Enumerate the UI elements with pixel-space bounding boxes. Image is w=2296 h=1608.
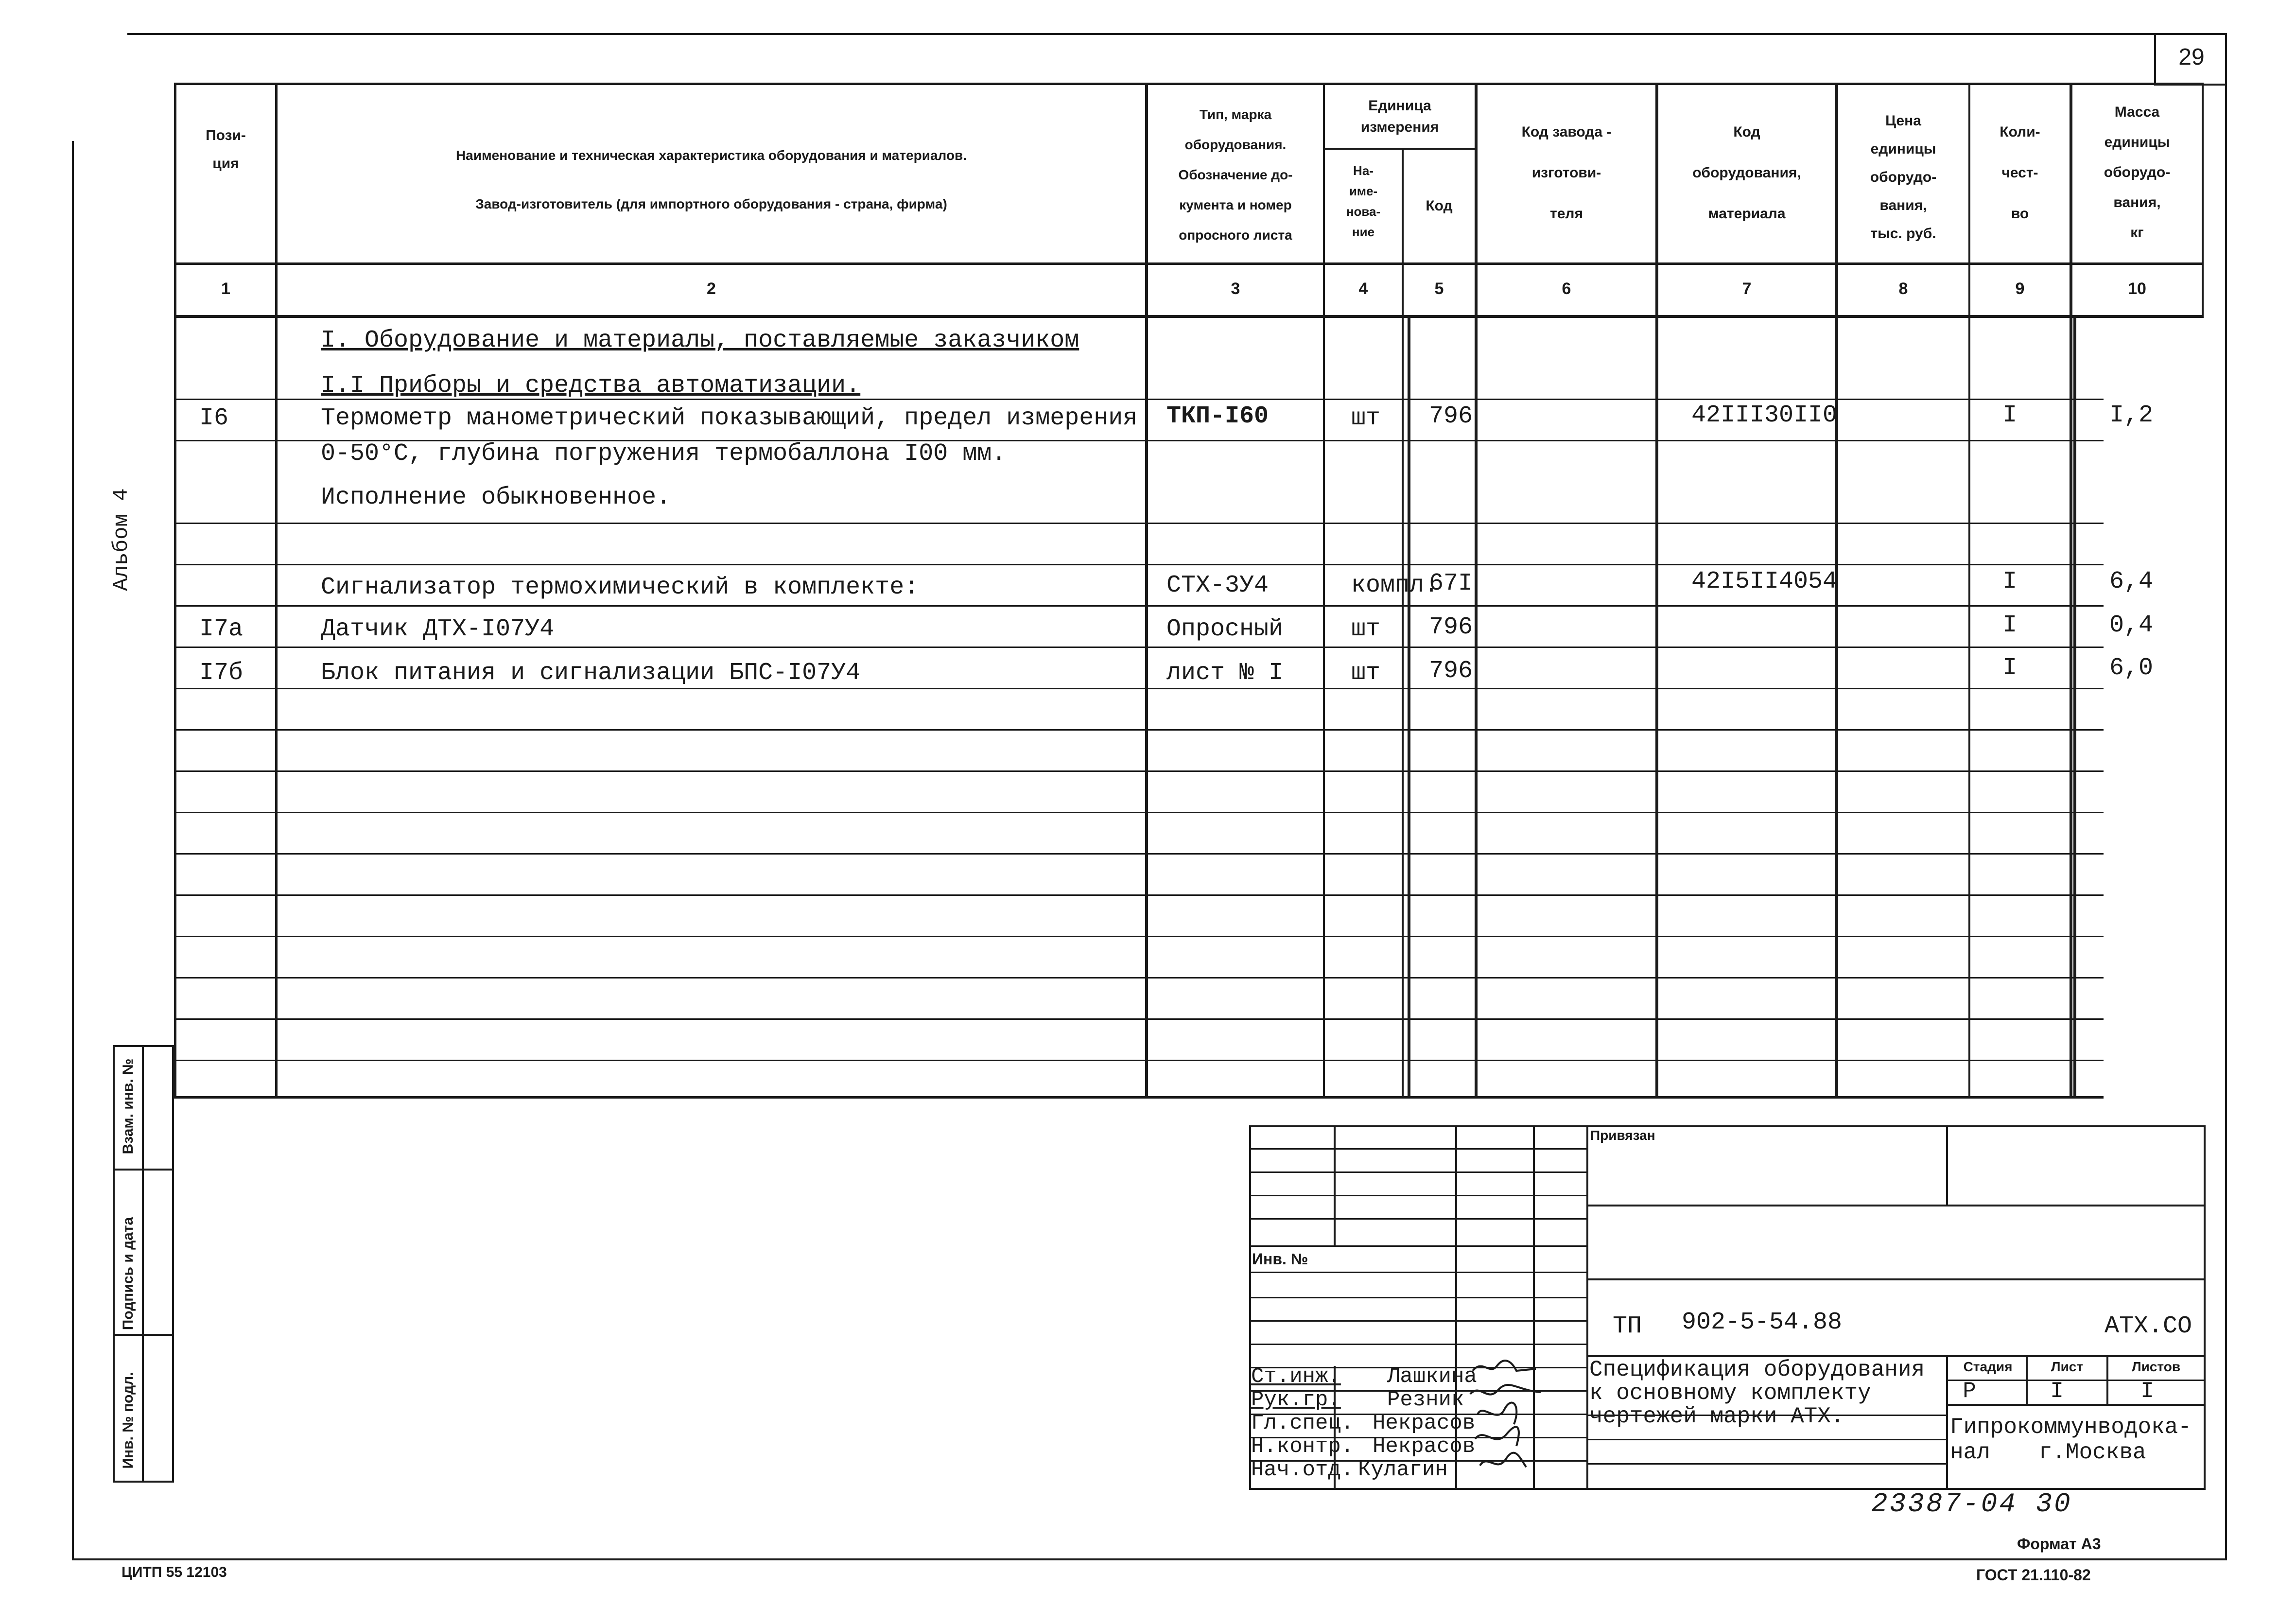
tb-doc-code: 902-5-54.88	[1682, 1309, 1843, 1336]
tb-sheets: I	[2140, 1379, 2154, 1404]
col-border-10	[2202, 83, 2204, 316]
tb-person-row: Нач.отд. Кулагин	[1251, 1458, 1448, 1482]
signatures-graphic	[1468, 1356, 1546, 1487]
row-line	[174, 688, 2104, 689]
row-quantity: I	[2002, 568, 2018, 595]
row-name-continued: Исполнение обыкновенное.	[321, 484, 671, 511]
header-equipment-code: Код оборудования, материала	[1692, 124, 1801, 222]
col-number: 10	[2128, 280, 2146, 298]
row-position: I6	[199, 404, 229, 432]
row-code: 796	[1429, 402, 1473, 430]
tb-hline	[1249, 1218, 1586, 1220]
col-number: 3	[1231, 280, 1240, 298]
tb-vline	[1946, 1125, 1948, 1206]
tb-privyazan: Привязан	[1590, 1128, 1655, 1143]
row-type: лист № I	[1166, 659, 1284, 687]
tb-people	[1251, 1365, 1477, 1482]
signature-stroke	[1478, 1403, 1516, 1424]
tb-hline	[1249, 1171, 1586, 1173]
highlight-block-left	[1408, 316, 1410, 1099]
row-code: 67I	[1429, 570, 1473, 597]
row-line	[174, 936, 2104, 937]
row-line	[174, 1060, 2104, 1061]
row-type: Опросный	[1166, 615, 1284, 643]
col-number: 5	[1434, 280, 1444, 298]
tb-hline	[1586, 1205, 2206, 1206]
row-equipment-code: 42III30II0	[1691, 402, 1838, 429]
row-line	[174, 729, 2104, 731]
header-unit: Единица измерения	[1360, 98, 1439, 135]
tb-sheets-label: Листов	[2131, 1359, 2181, 1374]
col-border-0	[174, 83, 176, 1099]
tb-vline	[1586, 1125, 1588, 1490]
highlight-block-right	[2073, 316, 2076, 1099]
col-border-6	[1655, 83, 1658, 1099]
row-line	[174, 605, 2104, 607]
tb-hline	[1249, 1297, 1586, 1298]
tsitp-label: ЦИТП 55 12103	[122, 1564, 227, 1580]
tb-person-row: Ст.инж. Лашкина	[1251, 1364, 1477, 1389]
row-equipment-code: 42I5II4054	[1691, 568, 1838, 595]
colnum-bottom-border	[174, 315, 2204, 318]
row-code: 796	[1429, 613, 1473, 641]
tb-title: Спецификация оборудования к основному комплекту чертежей марки АТХ.	[1589, 1357, 1925, 1429]
row-line	[174, 1018, 2104, 1020]
tb-hline	[1249, 1272, 1586, 1273]
row-mass: I,2	[2109, 402, 2154, 429]
section-heading: I. Оборудование и материалы, поставляемые заказчиком	[321, 327, 1079, 354]
row-name: Блок питания и сигнализации БПС-I07У4	[321, 659, 861, 687]
col-number: 8	[1898, 280, 1908, 298]
table-top-border	[174, 83, 2204, 85]
tb-person-row: Н.контр. Некрасов	[1251, 1434, 1476, 1459]
row-position: I7а	[199, 615, 244, 643]
header-mass: Масса единицы оборудо- вания, кг	[2104, 104, 2171, 241]
side-stamp-signature: Подпись и дата	[120, 1217, 136, 1330]
handwritten-archive-number: 23387-04 30	[1871, 1488, 2072, 1520]
header-unit-code: Код	[1426, 198, 1453, 214]
col-number: 2	[707, 280, 716, 298]
col-border-8	[1968, 83, 1970, 1099]
tb-hline	[1249, 1320, 1586, 1322]
left-frame-line	[72, 141, 74, 1560]
row-type: ТКП-I60	[1166, 402, 1269, 430]
page-number-box	[2154, 33, 2227, 86]
side-stamp-replace: Взам. инв. №	[120, 1058, 136, 1154]
header-position: Пози- ция	[206, 127, 246, 172]
col-number: 7	[1742, 280, 1752, 298]
row-quantity: I	[2002, 654, 2018, 682]
col-number: 9	[2015, 280, 2025, 298]
tb-hline	[1946, 1404, 2206, 1406]
row-line	[174, 647, 2104, 648]
album-label: Альбом 4	[109, 488, 134, 591]
row-unit: компл.	[1351, 572, 1439, 599]
col-number: 1	[221, 280, 230, 298]
tb-doc-mark: АТХ.СО	[2105, 1312, 2192, 1340]
tb-sheet: I	[2050, 1379, 2064, 1404]
header-quantity: Коли- чест- во	[2000, 124, 2040, 222]
tb-hline	[1586, 1463, 1946, 1465]
row-name-continued: 0-50°С, глубина погружения термобаллона I00 мм.	[321, 440, 1007, 468]
signature-stroke	[1475, 1427, 1519, 1446]
header-bottom-border	[174, 262, 2204, 265]
row-unit: шт	[1351, 404, 1381, 432]
page-number: 29	[2178, 44, 2205, 70]
tb-hline	[1586, 1278, 2206, 1280]
row-mass: 0,4	[2109, 612, 2154, 639]
tb-hline	[1249, 1344, 1586, 1345]
tb-person-row: Гл.спец. Некрасов	[1251, 1411, 1476, 1435]
tb-vline	[1946, 1356, 1948, 1490]
row-position: I7б	[199, 659, 244, 687]
row-unit: шт	[1351, 615, 1381, 643]
col-number: 4	[1358, 280, 1368, 298]
row-line	[174, 812, 2104, 813]
row-name: Датчик ДТХ-I07У4	[321, 615, 555, 643]
tb-vline	[1334, 1125, 1336, 1247]
row-line	[174, 977, 2104, 979]
row-mass: 6,0	[2109, 654, 2154, 682]
right-frame-line	[2225, 33, 2227, 1560]
header-type: Тип, марка оборудования. Обозначение до- кумента и номер опросного листа	[1178, 107, 1293, 243]
tb-inv-no: Инв. №	[1252, 1250, 1308, 1268]
row-name: Термометр манометрический показывающий, предел измерения	[321, 404, 1138, 432]
bottom-frame-line	[72, 1558, 2227, 1560]
subsection-heading: I.I Приборы и средства автоматизации.	[321, 372, 861, 400]
row-unit: шт	[1351, 659, 1381, 687]
col-border-5	[1475, 83, 1478, 1099]
row-line	[174, 770, 2104, 772]
table-bottom-border	[174, 1096, 2104, 1099]
header-name: Наименование и техническая характеристика оборудования и материалов. Завод-изготовитель (для импортного оборудования - страна, фирма)	[455, 148, 967, 211]
row-code: 796	[1429, 657, 1473, 685]
tb-hline	[1249, 1148, 1586, 1150]
top-rule	[127, 33, 2227, 35]
row-line	[174, 894, 2104, 896]
col-number: 6	[1562, 280, 1571, 298]
row-quantity: I	[2002, 612, 2018, 639]
col-border-1	[275, 83, 278, 1099]
tb-person-row: Рук.гр. Резник	[1251, 1388, 1464, 1412]
signature-stroke	[1470, 1385, 1541, 1395]
row-line	[174, 523, 2104, 524]
signature-stroke	[1473, 1361, 1536, 1371]
tb-hline	[1249, 1195, 1586, 1196]
row-line	[174, 853, 2104, 855]
row-name: Сигнализатор термохимический в комплекте:	[321, 574, 919, 601]
row-mass: 6,4	[2109, 568, 2154, 595]
tb-hline	[1249, 1245, 1586, 1247]
tb-sheet-label: Лист	[2051, 1359, 2084, 1374]
tb-doc-prefix: ТП	[1613, 1312, 1642, 1340]
header-unit-name: На- име- нова- ние	[1346, 163, 1381, 239]
format-label: Формат А3	[2017, 1535, 2101, 1553]
tb-stage-label: Стадия	[1963, 1359, 2013, 1374]
header-price: Цена единицы оборудо- вания, тыс. руб.	[1870, 113, 1937, 242]
tb-stage: Р	[1963, 1379, 1976, 1404]
gost-label: ГОСТ 21.110-82	[1976, 1566, 2091, 1584]
tb-org: Гипрокоммунводока- нал г.Москва	[1950, 1415, 2192, 1465]
row-type: СТХ-3У4	[1166, 572, 1269, 599]
unit-sub-divider	[1323, 148, 1475, 150]
signature-stroke	[1480, 1453, 1526, 1467]
row-quantity: I	[2002, 402, 2018, 429]
row-line	[174, 564, 2104, 565]
side-stamp-inv-sub: Инв. № подл.	[120, 1372, 136, 1469]
tb-hline	[1586, 1439, 1946, 1440]
header-plant-code: Код завода - изготови- теля	[1521, 124, 1612, 222]
